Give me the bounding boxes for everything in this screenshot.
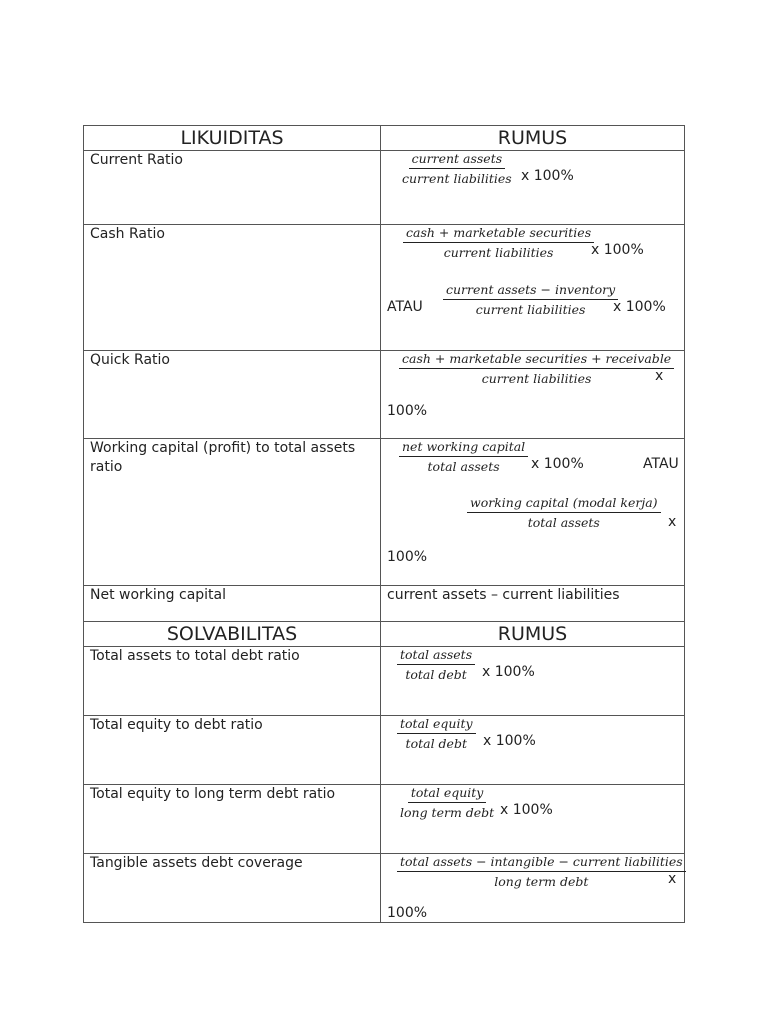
quick-ratio-fraction [399,351,674,387]
cash-ratio-fraction-2 [443,282,618,318]
multiplier: x 100% [591,242,644,258]
multiplier: x 100% [482,664,535,680]
cash-ratio-fraction-1 [403,225,594,261]
fraction-denominator: total assets [527,515,600,530]
or-label: ATAU [387,299,423,315]
quick-ratio-label: Quick Ratio [90,352,170,368]
equity-to-lt-debt-label: Total equity to long term debt ratio [90,786,336,802]
solvability-formula-header: RUMUS [380,621,685,647]
fraction-denominator: long term debt [494,874,589,889]
equity-to-debt-label: Total equity to debt ratio [90,717,263,733]
fraction-denominator: total debt [405,736,467,751]
multiplier: x 100% [521,168,574,184]
fraction-denominator: long term debt [400,805,495,820]
fraction-numerator: total assets [397,647,475,665]
fraction-numerator: total equity [397,716,476,734]
working-capital-fraction-2 [467,495,661,531]
quick-ratio-row [83,350,685,439]
fraction-numerator: cash + marketable securities + receivable [399,351,674,369]
equity-to-debt-fraction [397,716,476,752]
fraction-numerator: total assets − intangible − current liabilities [397,854,686,872]
current-ratio-label: Current Ratio [90,152,183,168]
fraction-denominator: current liabilities [475,302,586,317]
multiplier: x [668,514,677,530]
cash-ratio-label: Cash Ratio [90,226,165,242]
working-capital-row [83,438,685,586]
liquidity-formula-header: RUMUS [380,125,685,151]
multiplier: x 100% [613,299,666,315]
fraction-denominator: current liabilities [443,245,554,260]
solvability-header-row [83,621,685,647]
fraction-numerator: total equity [408,785,487,803]
fraction-numerator: net working capital [399,439,528,457]
multiplier: x 100% [483,733,536,749]
working-capital-fraction-1 [399,439,528,475]
net-working-capital-formula: current assets – current liabilities [387,587,620,603]
or-label: ATAU [643,456,679,472]
equity-to-debt-row [83,715,685,785]
equity-to-lt-debt-row [83,784,685,854]
percent: 100% [387,549,428,565]
tangible-coverage-row [83,853,685,923]
equity-to-lt-debt-fraction [397,785,497,821]
fraction-denominator: current liabilities [481,371,592,386]
fraction-denominator: total assets [427,459,500,474]
fraction-denominator: current liabilities [402,171,512,186]
assets-to-debt-row [83,646,685,716]
fraction-numerator: current assets [409,151,506,169]
tangible-coverage-label: Tangible assets debt coverage [90,855,303,871]
current-ratio-fraction [399,151,515,187]
multiplier: x [668,871,677,887]
fraction-denominator: total debt [405,667,467,682]
net-working-capital-label: Net working capital [90,587,227,603]
assets-to-debt-fraction [397,647,475,683]
tangible-coverage-fraction [397,854,686,890]
net-working-capital-row [83,585,685,622]
multiplier: x 100% [531,456,584,472]
fraction-numerator: working capital (modal kerja) [467,495,661,513]
current-ratio-row [83,150,685,225]
liquidity-header: LIKUIDITAS [83,125,381,151]
working-capital-label: Working capital (profit) to total assets ratio [90,440,356,475]
multiplier: x 100% [500,802,553,818]
percent: 100% [387,905,428,921]
fraction-numerator: cash + marketable securities [403,225,594,243]
solvability-header: SOLVABILITAS [83,621,381,647]
multiplier: x [655,368,664,384]
percent: 100% [387,403,428,419]
fraction-numerator: current assets − inventory [443,282,618,300]
liquidity-header-row [83,125,685,151]
cash-ratio-row [83,224,685,351]
assets-to-debt-label: Total assets to total debt ratio [90,648,300,664]
